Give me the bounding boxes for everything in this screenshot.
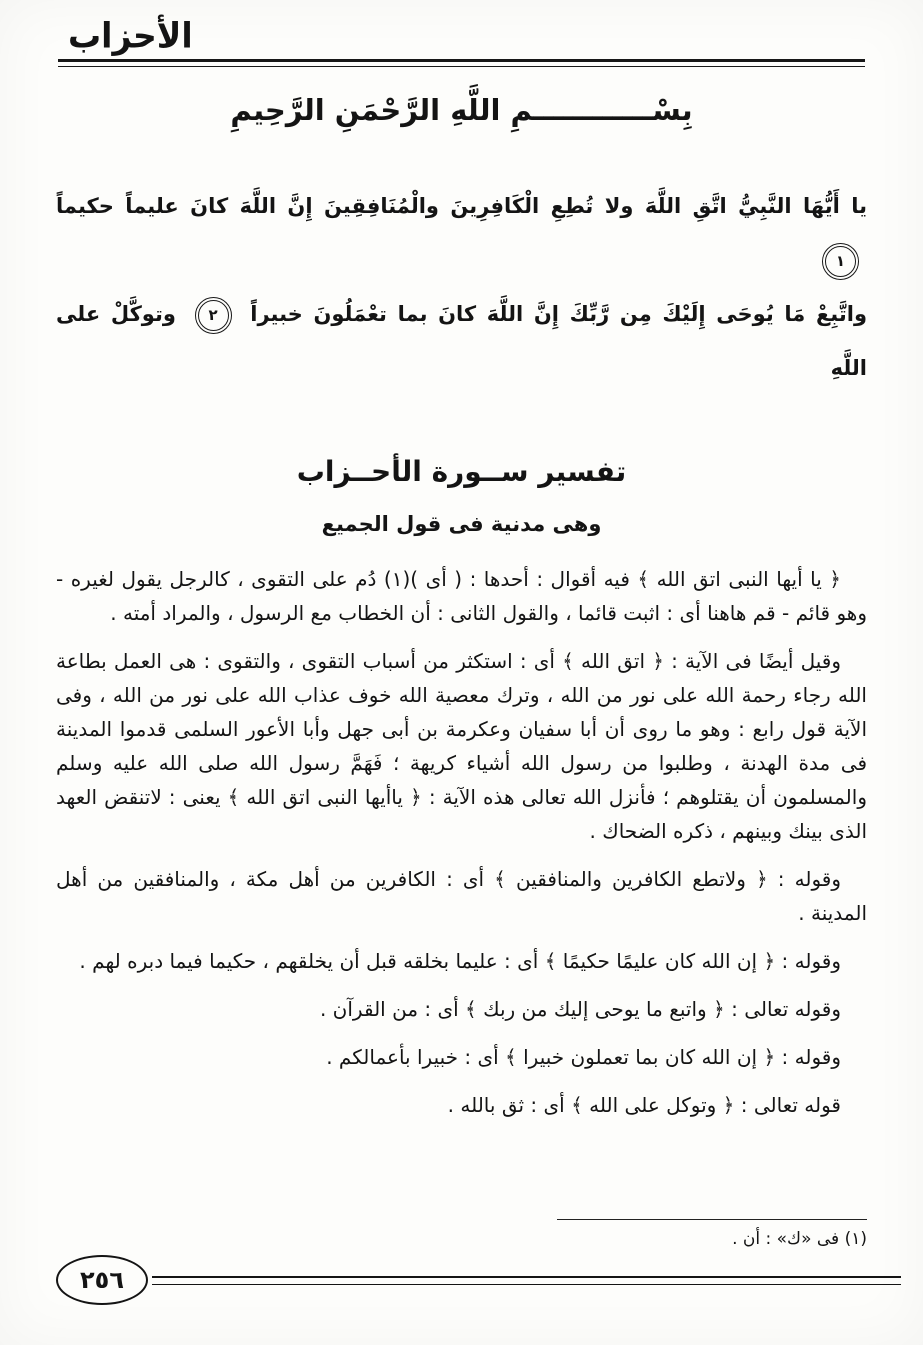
tafsir-paragraph: وقوله : ﴿ ولاتطع الكافرين والمنافقين ﴾ أى : الكافرين من أهل مكة ، والمنافقين من أهل المدينة . [56, 867, 867, 925]
footer-divider [152, 1276, 901, 1285]
tafsir-paragraph: ﴿ يا أيها النبى اتق الله ﴾ فيه أقوال : أحدها : ( أى )(١) دُم على التقوى ، كالرجل يقول لغيره - وهو قائم - قم هاهنا أى : اثبت قائما ، والقول الثانى : أن الخطاب مع الرسول ، والمراد أمته . [56, 567, 867, 625]
bismillah-calligraphy: بِسْــــــــــــمِ اللَّهِ الرَّحْمَنِ الرَّحِيمِ [230, 93, 693, 127]
footnote-text: (١) فى «ك» : أن . [732, 1229, 867, 1249]
tafsir-paragraph: وقوله : ﴿ إن الله كان بما تعملون خبيرا ﴾ أى : خبيرا بأعمالكم . [326, 1045, 841, 1069]
ayah-number-2: ٢ [208, 305, 218, 324]
page-number: ٢٥٦ [80, 1266, 124, 1294]
tafsir-body [56, 562, 867, 1122]
tafsir-paragraph: وقيل أيضًا فى الآية : ﴿ اتق الله ﴾ أى : استكثر من أسباب التقوى ، والتقوى : هى العمل بطاعة الله رجاء رحمة الله على نور من الله ، وترك معصية الله خوف عذاب الله على نور من الله ، وفى الآية قول رابع : وهو ما روى أن أبا سفيان وعكرمة بن أبى جهل وأبا الأعور السلمى قدموا المدينة فى مدة الهدنة ، وطلبوا من رسول الله أشياء كريهة ؛ فَهَمَّ رسول الله صلى الله عليه وسلم والمسلمون أن يقتلوهم ؛ فأنزل الله تعالى هذه الآية : ﴿ ياأيها النبى اتق الله ﴾ يعنى : لاتنقض العهد الذى بينك وبينهم ، ذكره الضحاك . [56, 649, 867, 843]
page-footer [56, 1255, 901, 1305]
ayah-marker-2 [198, 300, 229, 331]
verse-2-tail-text: وتوكَّلْ على اللَّهِ [56, 302, 867, 380]
verse-1-text: يا أَيُّهَا النَّبِيُّ اتَّقِ اللَّهَ ولا تُطِعِ الْكَافِرِينَ والْمُنَافِقِينَ إِنَّ اللَّهَ كانَ عليماً حكيماً [56, 194, 867, 218]
header-divider [58, 59, 865, 67]
section-title: تفسير ســورة الأحــزاب [296, 455, 627, 488]
tafsir-paragraph: قوله تعالى : ﴿ وتوكل على الله ﴾ أى : ثق بالله . [447, 1093, 841, 1117]
page-number-oval [56, 1255, 148, 1305]
quran-verses-block [56, 179, 867, 395]
footnote-divider [557, 1219, 867, 1220]
subtitle: وهى مدنية فى قول الجميع [321, 512, 602, 536]
tafsir-paragraph: وقوله : ﴿ إن الله كان عليمًا حكيمًا ﴾ أى : عليما بخلقه قبل أن يخلقهم ، حكيما فيما دبره لهم . [79, 949, 841, 973]
footnote-area [56, 1219, 867, 1249]
verse-2-text: واتَّبِعْ مَا يُوحَى إِلَيْكَ مِن رَّبِّكَ إِنَّ اللَّهَ كانَ بما تعْمَلُونَ خبيراً [250, 302, 868, 326]
page-header [0, 14, 923, 67]
surah-name-calligraphy: الأحزاب [68, 14, 193, 57]
quran-verse-line-2 [56, 287, 867, 395]
tafsir-paragraph: وقوله تعالى : ﴿ واتبع ما يوحى إليك من ربك ﴾ أى : من القرآن . [319, 997, 841, 1021]
ayah-marker-1 [825, 246, 856, 277]
quran-verse-line-1 [56, 179, 867, 287]
ayah-number-1: ١ [835, 251, 846, 270]
